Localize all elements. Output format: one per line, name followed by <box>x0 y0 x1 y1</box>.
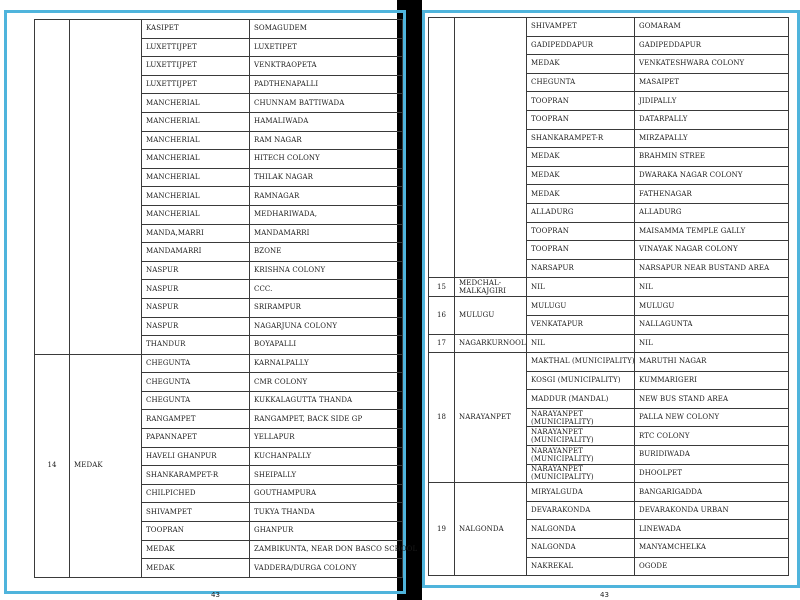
mandal-cell: NASPUR <box>142 298 250 317</box>
mandal-cell: DEVARAKONDA <box>527 501 635 520</box>
habitation-cell: ZAMBIKUNTA, NEAR DON BASCO SCHOOL <box>250 540 403 559</box>
mandal-cell: NALGONDA <box>527 539 635 558</box>
mandal-cell: TOOPRAN <box>527 92 635 111</box>
district-cell: MULUGU <box>455 297 527 334</box>
mandal-cell: SHIVAMPET <box>142 503 250 522</box>
habitation-cell: KUKKALAGUTTA THANDA <box>250 391 403 410</box>
district-cell: NARAYANPET <box>455 353 527 483</box>
mandal-cell: SHANKARAMPET-R <box>142 466 250 485</box>
mandal-cell: MANCHERIAL <box>142 94 250 113</box>
mandal-cell: CHEGUNTA <box>142 373 250 392</box>
district-cell: MEDAK <box>70 354 142 577</box>
habitation-cell: MANYAMCHELKA <box>635 539 789 558</box>
mandal-cell: NARAYANPET (MUNICIPALITY) <box>527 464 635 483</box>
table-row <box>35 20 403 39</box>
habitation-cell: SRIRAMPUR <box>250 298 403 317</box>
mandal-cell: KASIPET <box>142 20 250 39</box>
habitation-cell: MEDHARIWADA, <box>250 205 403 224</box>
sl-no-cell: 15 <box>429 278 455 297</box>
table-row <box>429 483 789 502</box>
habitation-cell: NALLAGUNTA <box>635 315 789 334</box>
habitation-cell: HITECH COLONY <box>250 150 403 169</box>
mandal-cell: NAKREKAL <box>527 557 635 576</box>
mandal-cell: PAPANNAPET <box>142 429 250 448</box>
mandal-cell: MANCHERIAL <box>142 131 250 150</box>
mandal-cell: SHANKARAMPET-R <box>527 129 635 148</box>
mandal-cell: SHIVAMPET <box>527 18 635 37</box>
district-cell: MEDCHAL-MALKAJGIRI <box>455 278 527 297</box>
habitation-cell: GADIPEDDAPUR <box>635 36 789 55</box>
habitation-cell: DWARAKA NAGAR COLONY <box>635 166 789 185</box>
habitation-cell: KUMMARIGERI <box>635 371 789 390</box>
habitation-cell: YELLAPUR <box>250 429 403 448</box>
habitation-cell: MIRZAPALLY <box>635 129 789 148</box>
habitation-cell: RAMNAGAR <box>250 187 403 206</box>
mandal-cell: MANCHERIAL <box>142 187 250 206</box>
mandal-cell: CHILPICHED <box>142 484 250 503</box>
mandal-cell: NIL <box>527 278 635 297</box>
habitation-cell: BRAHMIN STREE <box>635 148 789 167</box>
habitation-cell: BZONE <box>250 243 403 262</box>
habitation-cell: KUCHANPALLY <box>250 447 403 466</box>
right-page <box>422 0 800 600</box>
mandal-cell: MAKTHAL (MUNICIPALITY) <box>527 353 635 372</box>
mandal-cell: NARAYANPET (MUNICIPALITY) <box>527 427 635 446</box>
mandal-cell: LUXETTIJPET <box>142 75 250 94</box>
sl-no-cell: 19 <box>429 483 455 576</box>
habitation-cell: KRISHNA COLONY <box>250 261 403 280</box>
mandal-cell: MEDAK <box>142 559 250 578</box>
habitation-cell: MAISAMMA TEMPLE GALLY <box>635 222 789 241</box>
mandal-cell: TOOPRAN <box>527 110 635 129</box>
habitation-cell: NARSAPUR NEAR BUSTAND AREA <box>635 259 789 278</box>
habitation-cell: PADTHENAPALLI <box>250 75 403 94</box>
mandal-cell: CHEGUNTA <box>142 391 250 410</box>
mandal-cell: TOOPRAN <box>527 241 635 260</box>
mandal-cell: LUXETTIJPET <box>142 57 250 76</box>
habitation-cell: BOYAPALLI <box>250 336 403 355</box>
mandal-cell: MEDAK <box>527 55 635 74</box>
habitation-cell: CHUNNAM BATTIWADA <box>250 94 403 113</box>
sl-no-cell: 14 <box>35 354 70 577</box>
mandal-cell: MANCHERIAL <box>142 150 250 169</box>
sl-no-cell <box>429 18 455 278</box>
sl-no-cell: 16 <box>429 297 455 334</box>
habitation-cell: BURIDIWADA <box>635 446 789 465</box>
table-row <box>429 18 789 37</box>
habitation-cell: KARNALPALLY <box>250 354 403 373</box>
table-row <box>35 354 403 373</box>
mandal-cell: CHEGUNTA <box>527 73 635 92</box>
mandal-cell: TOOPRAN <box>142 522 250 541</box>
habitation-cell: DHOOLPET <box>635 464 789 483</box>
mandal-cell: MANDA,MARRI <box>142 224 250 243</box>
habitation-cell: SHEIPALLY <box>250 466 403 485</box>
mandal-cell: NARSAPUR <box>527 259 635 278</box>
mandal-cell: CHEGUNTA <box>142 354 250 373</box>
mandal-cell: MANCHERIAL <box>142 112 250 131</box>
page-number: 43 <box>211 591 220 599</box>
mandal-cell: NIL <box>527 334 635 353</box>
habitation-cell: NAGARJUNA COLONY <box>250 317 403 336</box>
mandal-cell: NALGONDA <box>527 520 635 539</box>
mandal-cell: KOSGI (MUNICIPALITY) <box>527 371 635 390</box>
habitation-cell: GOUTHAMPURA <box>250 484 403 503</box>
district-habitation-table <box>34 19 418 578</box>
page-number: 43 <box>600 591 609 599</box>
mandal-cell: MEDAK <box>527 166 635 185</box>
habitation-cell: NIL <box>635 278 789 297</box>
district-cell <box>455 18 527 278</box>
mandal-cell: MEDAK <box>527 148 635 167</box>
habitation-cell: CMR COLONY <box>250 373 403 392</box>
habitation-cell: RTC COLONY <box>635 427 789 446</box>
mandal-cell: LUXETTIJPET <box>142 38 250 57</box>
mandal-cell: ALLADURG <box>527 203 635 222</box>
district-cell: NALGONDA <box>455 483 527 576</box>
sl-no-cell: 18 <box>429 353 455 483</box>
habitation-cell: MARUTHI NAGAR <box>635 353 789 372</box>
mandal-cell: MULUGU <box>527 297 635 316</box>
habitation-cell: LINEWADA <box>635 520 789 539</box>
mandal-cell: NARAYANPET (MUNICIPALITY) <box>527 408 635 427</box>
habitation-cell: HAMALIWADA <box>250 112 403 131</box>
mandal-cell: HAVELI GHANPUR <box>142 447 250 466</box>
habitation-cell: VADDERA/DURGA COLONY <box>250 559 403 578</box>
sl-no-cell <box>35 20 70 355</box>
sl-no-cell: 17 <box>429 334 455 353</box>
habitation-cell: GOMARAM <box>635 18 789 37</box>
mandal-cell: RANGAMPET <box>142 410 250 429</box>
habitation-cell: JIDIPALLY <box>635 92 789 111</box>
habitation-cell: MASAIPET <box>635 73 789 92</box>
mandal-cell: VENKATAPUR <box>527 315 635 334</box>
habitation-cell: LUXETIPET <box>250 38 403 57</box>
habitation-cell: VENKATESHWARA COLONY <box>635 55 789 74</box>
mandal-cell: MADDUR (MANDAL) <box>527 390 635 409</box>
table-row <box>429 278 789 297</box>
mandal-cell: MANDAMARRI <box>142 243 250 262</box>
habitation-cell: BANGARIGADDA <box>635 483 789 502</box>
habitation-cell: CCC. <box>250 280 403 299</box>
habitation-cell: DEVARAKONDA URBAN <box>635 501 789 520</box>
habitation-cell: TUKYA THANDA <box>250 503 403 522</box>
mandal-cell: MEDAK <box>527 185 635 204</box>
habitation-cell: PALLA NEW COLONY <box>635 408 789 427</box>
habitation-cell: RAM NAGAR <box>250 131 403 150</box>
habitation-cell: GHANPUR <box>250 522 403 541</box>
mandal-cell: TOOPRAN <box>527 222 635 241</box>
habitation-cell: RANGAMPET, BACK SIDE GP <box>250 410 403 429</box>
mandal-cell: NASPUR <box>142 317 250 336</box>
mandal-cell: NASPUR <box>142 280 250 299</box>
table-row <box>429 353 789 372</box>
mandal-cell: MEDAK <box>142 540 250 559</box>
habitation-cell: ALLADURG <box>635 203 789 222</box>
mandal-cell: MANCHERIAL <box>142 168 250 187</box>
habitation-cell: OGODE <box>635 557 789 576</box>
district-habitation-table <box>428 17 789 576</box>
habitation-cell: NIL <box>635 334 789 353</box>
habitation-cell: MANDAMARRI <box>250 224 403 243</box>
habitation-cell: VENKTRAOPETA <box>250 57 403 76</box>
mandal-cell: NARAYANPET (MUNICIPALITY) <box>527 446 635 465</box>
habitation-cell: THILAK NAGAR <box>250 168 403 187</box>
habitation-cell: NEW BUS STAND AREA <box>635 390 789 409</box>
district-cell: NAGARKURNOOL <box>455 334 527 353</box>
table-row <box>429 297 789 316</box>
habitation-cell: SOMAGUDEM <box>250 20 403 39</box>
habitation-cell: FATHENAGAR <box>635 185 789 204</box>
habitation-cell: DATARPALLY <box>635 110 789 129</box>
mandal-cell: THANDUR <box>142 336 250 355</box>
habitation-cell: MULUGU <box>635 297 789 316</box>
table-row <box>429 334 789 353</box>
district-cell <box>70 20 142 355</box>
mandal-cell: GADIPEDDAPUR <box>527 36 635 55</box>
mandal-cell: NASPUR <box>142 261 250 280</box>
habitation-cell: VINAYAK NAGAR COLONY <box>635 241 789 260</box>
mandal-cell: MANCHERIAL <box>142 205 250 224</box>
mandal-cell: MIRYALGUDA <box>527 483 635 502</box>
